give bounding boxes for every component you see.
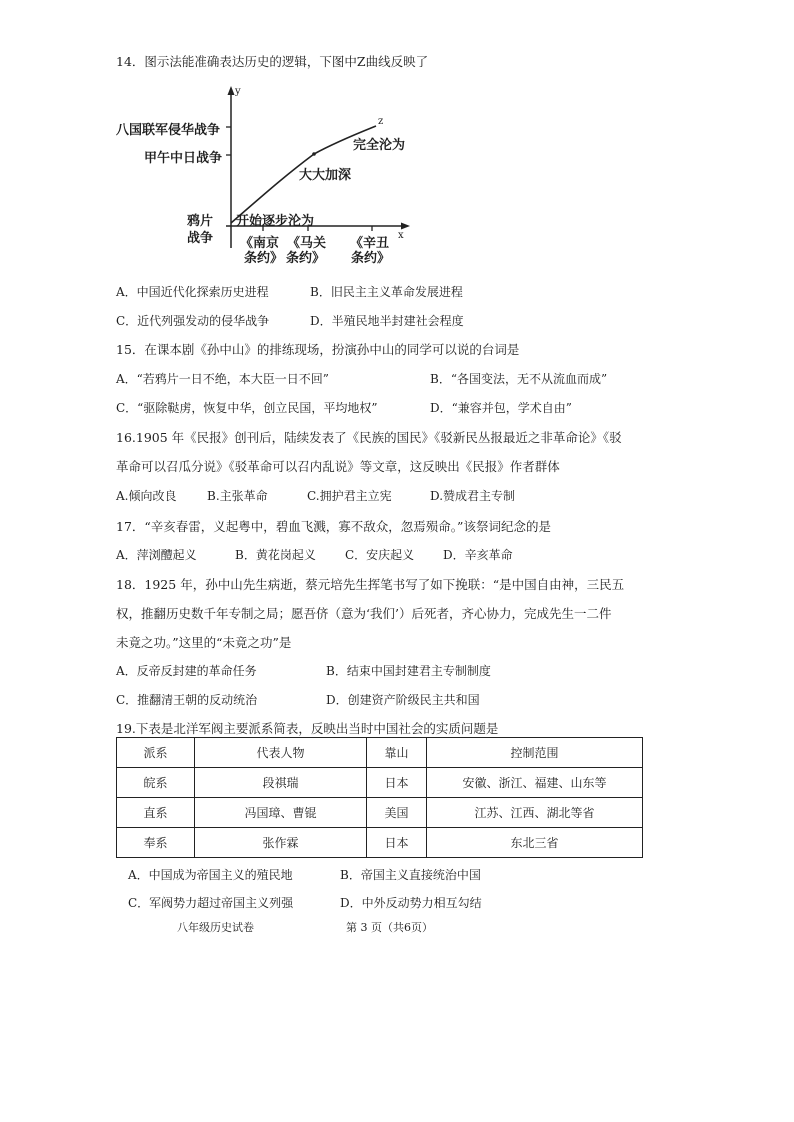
x-tick-nanjing-2: 条约》 — [244, 251, 284, 266]
q15-option-b: B．“各国变法，无不从流血而成” — [430, 372, 608, 386]
q16-option-d: D.赞成君主专制 — [430, 489, 516, 503]
q19-option-d: D．中外反动势力相互勾结 — [340, 896, 482, 910]
x-tick-xinchou-1: 《辛丑 — [350, 236, 390, 251]
q17-option-b: B．黄花岗起义 — [235, 548, 316, 562]
table-header: 控制范围 — [427, 738, 643, 768]
x-axis-label: x — [398, 230, 404, 241]
q18-stem-line1: 18．1925 年，孙中山先生病逝，蔡元培先生挥笔书写了如下挽联：“是中国自由神，三民五 — [116, 577, 625, 592]
q18-stem-line3: 未竟之功。”这里的“未竟之功”是 — [116, 635, 292, 650]
annotation-kaishi: 开始逐步沦为 — [236, 214, 315, 229]
q17-option-d: D．辛亥革命 — [443, 548, 513, 562]
warlord-table — [116, 737, 643, 858]
table-cell: 安徽、浙江、福建、山东等 — [427, 768, 643, 798]
origin-label-line1: 鸦片 — [187, 214, 214, 229]
q14-option-a: A．中国近代化探索历史进程 — [116, 285, 269, 299]
table-cell: 奉系 — [117, 828, 195, 858]
q16-stem-line1: 16.1905 年《民报》创刊后，陆续发表了《民族的国民》《驳新民丛报最近之非革命论》《驳 — [116, 430, 622, 445]
q16-stem-line2: 革命可以召瓜分说》《驳革命可以召内乱说》等文章，这反映出《民报》作者群体 — [116, 459, 560, 474]
table-cell: 皖系 — [117, 768, 195, 798]
q19-option-c: C．军阀势力超过帝国主义列强 — [128, 896, 294, 910]
q19-option-a: A．中国成为帝国主义的殖民地 — [128, 868, 293, 882]
q15-stem: 15．在课本剧《孙中山》的排练现场，扮演孙中山的同学可以说的台词是 — [116, 342, 520, 357]
q16-option-c: C.拥护君主立宪 — [307, 489, 392, 503]
q16-option-b: B.主张革命 — [207, 489, 268, 503]
q15-option-d: D．“兼容并包，学术自由” — [430, 401, 572, 415]
q18-stem-line2: 权，推翻历史数千年专制之局；愿吾侪（意为‘我们’）后死者，齐心协力，完成先生一二件 — [116, 606, 612, 621]
q14-option-b: B．旧民主主义革命发展进程 — [310, 285, 463, 299]
table-header-row — [117, 738, 643, 768]
origin-label-line2: 战争 — [187, 231, 214, 246]
table-header: 派系 — [117, 738, 195, 768]
table-cell: 张作霖 — [195, 828, 367, 858]
q15-option-c: C．“驱除鞑虏，恢复中华，创立民国，平均地权” — [116, 401, 378, 415]
q18-option-d: D．创建资产阶级民主共和国 — [326, 693, 480, 707]
q18-option-a: A．反帝反封建的革命任务 — [116, 664, 257, 678]
q19-stem: 19.下表是北洋军阀主要派系简表，反映出当时中国社会的实质问题是 — [116, 721, 499, 736]
table-row — [117, 768, 643, 798]
y-tick-jiawu: 甲午中日战争 — [144, 151, 223, 166]
table-cell: 江苏、江西、湖北等省 — [427, 798, 643, 828]
y-tick-baguo: 八国联军侵华战争 — [116, 123, 221, 138]
q15-option-a: A．“若鸦片一日不绝，本大臣一日不回” — [116, 372, 329, 386]
q14-option-d: D．半殖民地半封建社会程度 — [310, 314, 464, 328]
table-cell: 日本 — [367, 828, 427, 858]
q16-option-a: A.倾向改良 — [116, 489, 177, 503]
q19-option-b: B．帝国主义直接统治中国 — [340, 868, 481, 882]
table-cell: 日本 — [367, 768, 427, 798]
y-axis-label: y — [235, 86, 241, 97]
curve-z-label: z — [378, 116, 384, 127]
table-cell: 冯国璋、曹锟 — [195, 798, 367, 828]
annotation-dada: 大大加深 — [299, 168, 352, 183]
x-tick-maguan-2: 条约》 — [286, 251, 326, 266]
table-cell: 段祺瑞 — [195, 768, 367, 798]
table-cell: 东北三省 — [427, 828, 643, 858]
x-tick-maguan-1: 《马关 — [287, 236, 327, 251]
q17-option-c: C．安庆起义 — [345, 548, 415, 562]
table-row — [117, 828, 643, 858]
x-tick-nanjing-1: 《南京 — [240, 236, 280, 251]
q17-option-a: A．萍浏醴起义 — [116, 548, 197, 562]
table-header: 靠山 — [367, 738, 427, 768]
x-tick-xinchou-2: 条约》 — [351, 251, 391, 266]
table-row — [117, 798, 643, 828]
q14-stem: 14．图示法能准确表达历史的逻辑，下图中Z曲线反映了 — [116, 54, 429, 69]
footer-page-number: 第 3 页（共6页） — [346, 921, 433, 934]
q18-option-b: B．结束中国封建君主专制制度 — [326, 664, 491, 678]
q17-stem: 17．“辛亥春雷，义起粤中，碧血飞溅，寡不敌众，忽焉殒命。”该祭词纪念的是 — [116, 519, 551, 534]
annotation-wanquan: 完全沦为 — [353, 138, 406, 153]
table-cell: 美国 — [367, 798, 427, 828]
q18-option-c: C．推翻清王朝的反动统治 — [116, 693, 258, 707]
table-header: 代表人物 — [195, 738, 367, 768]
q14-option-c: C．近代列强发动的侵华战争 — [116, 314, 270, 328]
footer-exam-title: 八年级历史试卷 — [177, 921, 254, 934]
table-cell: 直系 — [117, 798, 195, 828]
